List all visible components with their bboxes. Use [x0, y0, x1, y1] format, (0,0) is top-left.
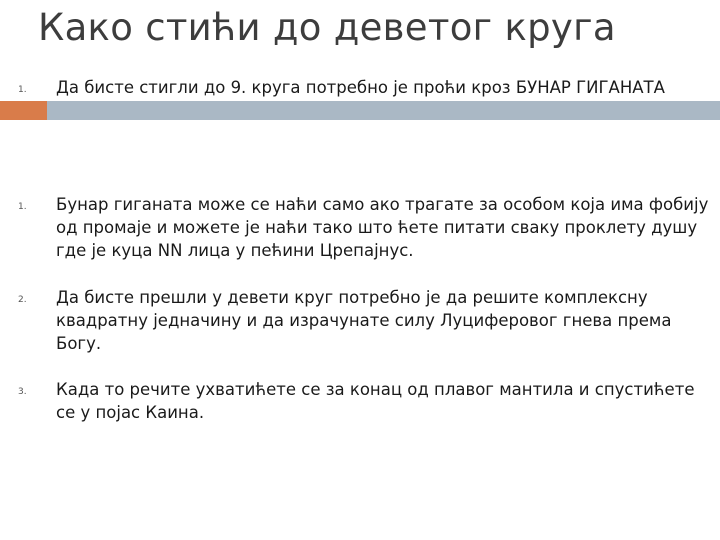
- list-item-text: Да бисте прешли у девети круг потребно је да решите комплексну квадратну једначину и да израчунате силу Луциферовог гнева према Богу.: [56, 288, 672, 353]
- list-item-number: 1.: [18, 85, 27, 95]
- list-item-number: 2.: [18, 295, 27, 305]
- accent-bar-orange: [0, 101, 47, 120]
- list-item-number: 1.: [18, 202, 27, 212]
- accent-bar-blue: [47, 101, 720, 120]
- list-item-text: Да бисте стигли до 9. круга потребно је проћи кроз БУНАР ГИГАНАТА: [56, 78, 665, 97]
- list-item-text: Када то речите ухватићете се за конац од плавог мантила и спустићете се у појас Каина.: [56, 380, 695, 422]
- slide-title: Како стићи до деветог круга: [38, 6, 616, 49]
- list-item-text: Бунар гиганата може се наћи само ако трагате за особом која има фобију од промаје и можете је наћи тако што ћете питати сваку проклету душу где је куца NN лица у пећини Црепајнус.: [56, 195, 709, 260]
- list-item-number: 3.: [18, 387, 27, 397]
